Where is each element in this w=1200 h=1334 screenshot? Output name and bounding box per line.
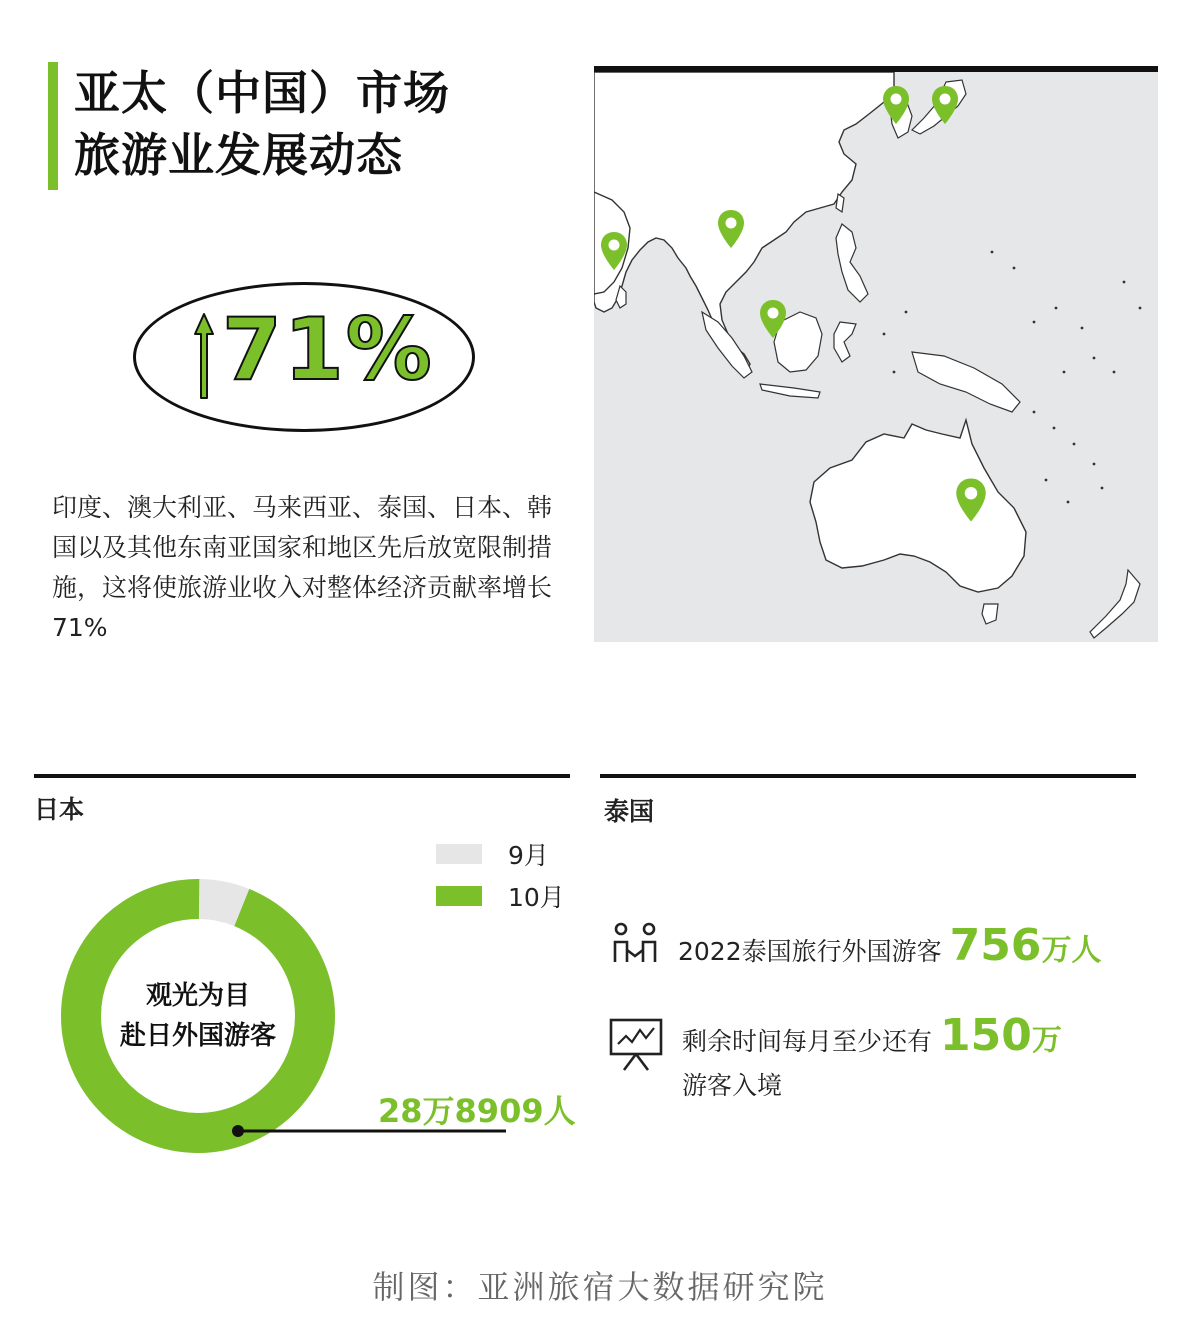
map-land-java [760, 384, 820, 398]
thailand-stat1 [678, 920, 1101, 971]
japan-visitor-value: 28万8909人 [378, 1092, 576, 1130]
map-land-philippines [836, 224, 868, 302]
japan-section-rule [34, 774, 570, 778]
legend-label-oct: 10月 [508, 883, 565, 912]
legend-swatch-sep [436, 844, 482, 864]
thailand-section-rule [600, 774, 1136, 778]
map-land-sulawesi [834, 322, 856, 362]
thailand-stat2-label2: 游客入境 [682, 1071, 783, 1100]
map-pin-icon [599, 230, 629, 272]
thailand-stat2-unit: 万 [1031, 1023, 1062, 1058]
people-icon [612, 922, 658, 966]
map-pin-icon [881, 84, 911, 126]
up-arrow-icon [194, 312, 214, 400]
japan-legend [436, 834, 565, 918]
description-text: 印度、澳大利亚、马来西亚、泰国、日本、韩国以及其他东南亚国家和地区先后放宽限制措施，这将使旅游业收入对整体经济贡献率增长71% [52, 493, 553, 642]
thailand-section-title: 泰国 [604, 797, 655, 826]
legend-label-sep: 9月 [508, 841, 549, 870]
map-land-taiwan [836, 194, 844, 212]
thailand-stat2-number: 150 [939, 1010, 1032, 1061]
thailand-stat1-number: 756 [949, 920, 1042, 971]
thailand-stat2 [682, 1010, 1062, 1061]
title-block [48, 62, 450, 190]
map-pin-icon [930, 84, 960, 126]
thailand-stat2-label: 剩余时间每月至少还有 [682, 1027, 933, 1056]
map-land-newguinea [912, 352, 1020, 412]
map-pin-icon [954, 476, 988, 524]
map-pin-icon [716, 208, 746, 250]
legend-item-sep [436, 834, 565, 874]
map-land-sumatra [702, 312, 752, 378]
asia-pacific-map [594, 66, 1158, 642]
title-line-2: 旅游业发展动态 [74, 128, 403, 182]
thailand-stat1-label: 2022泰国旅行外国游客 [678, 937, 942, 966]
donut-center-line-1: 观光为目 [145, 981, 250, 1011]
map-land-newzealand [1090, 570, 1140, 638]
headline-stat-value: 71% [222, 300, 434, 400]
legend-swatch-oct [436, 886, 482, 906]
donut-center-label [96, 976, 300, 1056]
footer-credit: 制图：亚洲旅宿大数据研究院 [372, 1268, 828, 1306]
japan-section-title: 日本 [34, 795, 85, 824]
map-pin-icon [758, 298, 788, 340]
legend-item-oct [436, 876, 565, 916]
thailand-stat1-unit: 万人 [1041, 933, 1102, 968]
map-land-tasmania [982, 604, 998, 624]
map-land-australia [810, 420, 1026, 592]
donut-center-line-2: 赴日外国游客 [119, 1021, 276, 1051]
presentation-chart-icon [608, 1016, 664, 1072]
title-line-1: 亚太（中国）市场 [74, 66, 450, 120]
